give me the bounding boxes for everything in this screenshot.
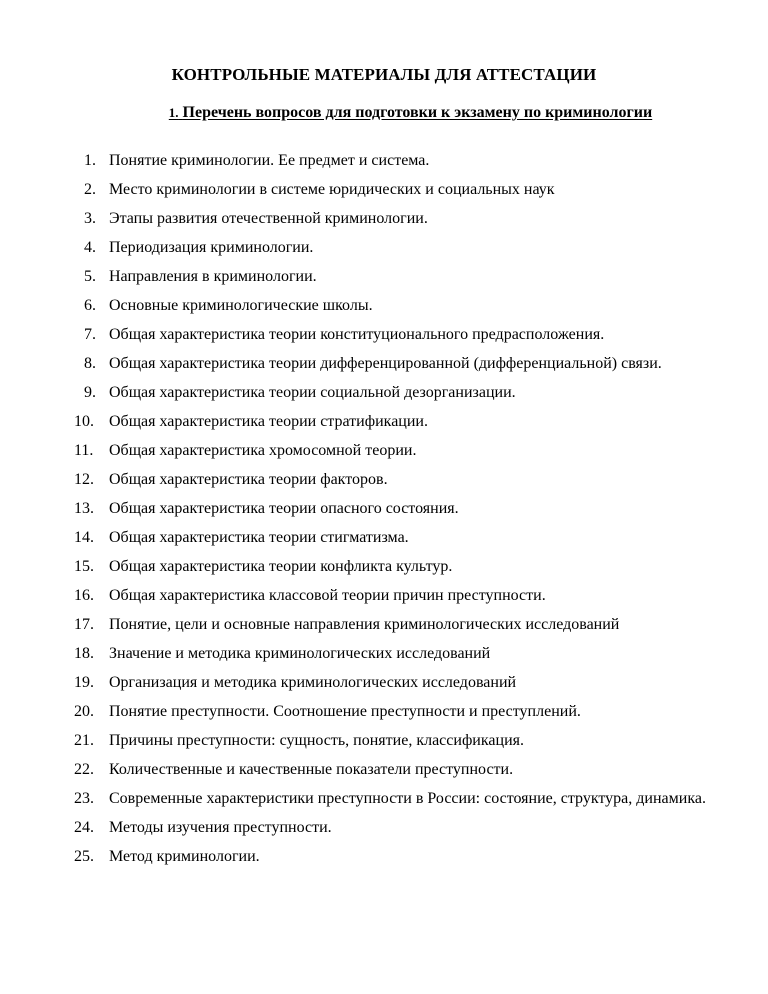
question-text: Современные характеристики преступности в России: состояние, структура, динамика. [109,790,706,807]
question-number: 11. [74,442,94,459]
question-number: 14. [74,529,94,546]
question-item [74,523,724,552]
question-number: 1. [84,152,96,169]
question-number: 12. [74,471,94,488]
question-item [74,233,724,262]
question-number: 7. [84,326,96,343]
question-item [74,291,724,320]
question-item [74,262,724,291]
question-number: 13. [74,500,94,517]
question-number: 18. [74,645,94,662]
question-number: 22. [74,761,94,778]
question-text: Понятие преступности. Соотношение преступности и преступлений. [109,703,581,720]
question-item [74,146,724,175]
question-item [74,552,724,581]
question-item [74,465,724,494]
question-item [74,436,724,465]
question-item [74,175,724,204]
question-text: Общая характеристика теории конституционального предрасположения. [109,326,605,343]
question-text: Основные криминологические школы. [109,297,373,314]
question-item [74,842,724,871]
question-text: Организация и методика криминологических исследований [109,674,517,691]
question-item [74,813,724,842]
question-number: 2. [84,181,96,198]
question-item [74,697,724,726]
question-number: 9. [84,384,96,401]
section-number: 1. [168,105,179,120]
question-item [74,407,724,436]
question-item [74,610,724,639]
question-number: 21. [74,732,94,749]
question-number: 4. [84,239,96,256]
question-text: Общая характеристика теории дифференцированной (дифференциальной) связи. [109,355,662,372]
question-text: Общая характеристика классовой теории причин преступности. [109,587,546,604]
question-item [74,784,724,813]
question-item [74,726,724,755]
question-number: 15. [74,558,94,575]
section-title: Перечень вопросов для подготовки к экзамену по криминологии [182,104,653,121]
question-text: Направления в криминологии. [109,268,317,285]
question-number: 6. [84,297,96,314]
question-text: Общая характеристика теории факторов. [109,471,388,488]
question-text: Этапы развития отечественной криминологии. [109,210,428,227]
question-number: 3. [84,210,96,227]
question-number: 25. [74,848,94,865]
question-text: Понятие криминологии. Ее предмет и система. [109,152,430,169]
question-number: 23. [74,790,94,807]
question-text: Понятие, цели и основные направления криминологических исследований [109,616,620,633]
question-number: 16. [74,587,94,604]
document-title: КОНТРОЛЬНЫЕ МАТЕРИАЛЫ ДЛЯ АТТЕСТАЦИИ [171,65,597,84]
question-text: Значение и методика криминологических исследований [109,645,491,662]
question-item [74,639,724,668]
question-number: 24. [74,819,94,836]
question-number: 10. [74,413,94,430]
question-number: 17. [74,616,94,633]
question-text: Общая характеристика теории конфликта культур. [109,558,453,575]
question-number: 19. [74,674,94,691]
question-item [74,204,724,233]
question-item [74,668,724,697]
question-text: Метод криминологии. [109,848,260,865]
question-text: Методы изучения преступности. [109,819,332,836]
question-item [74,320,724,349]
question-item [74,349,724,378]
question-text: Общая характеристика теории стигматизма. [109,529,409,546]
question-list [74,146,724,871]
question-text: Место криминологии в системе юридических и социальных наук [109,181,555,198]
question-item [74,378,724,407]
question-number: 8. [84,355,96,372]
question-text: Общая характеристика теории стратификации. [109,413,428,430]
question-text: Общая характеристика хромосомной теории. [109,442,417,459]
question-item [74,494,724,523]
question-text: Количественные и качественные показатели преступности. [109,761,514,778]
question-item [74,755,724,784]
question-text: Периодизация криминологии. [109,239,314,256]
question-item [74,581,724,610]
question-text: Причины преступности: сущность, понятие, классификация. [109,732,524,749]
question-number: 5. [84,268,96,285]
question-text: Общая характеристика теории опасного состояния. [109,500,459,517]
question-number: 20. [74,703,94,720]
section-heading [0,102,768,124]
question-text: Общая характеристика теории социальной дезорганизации. [109,384,516,401]
